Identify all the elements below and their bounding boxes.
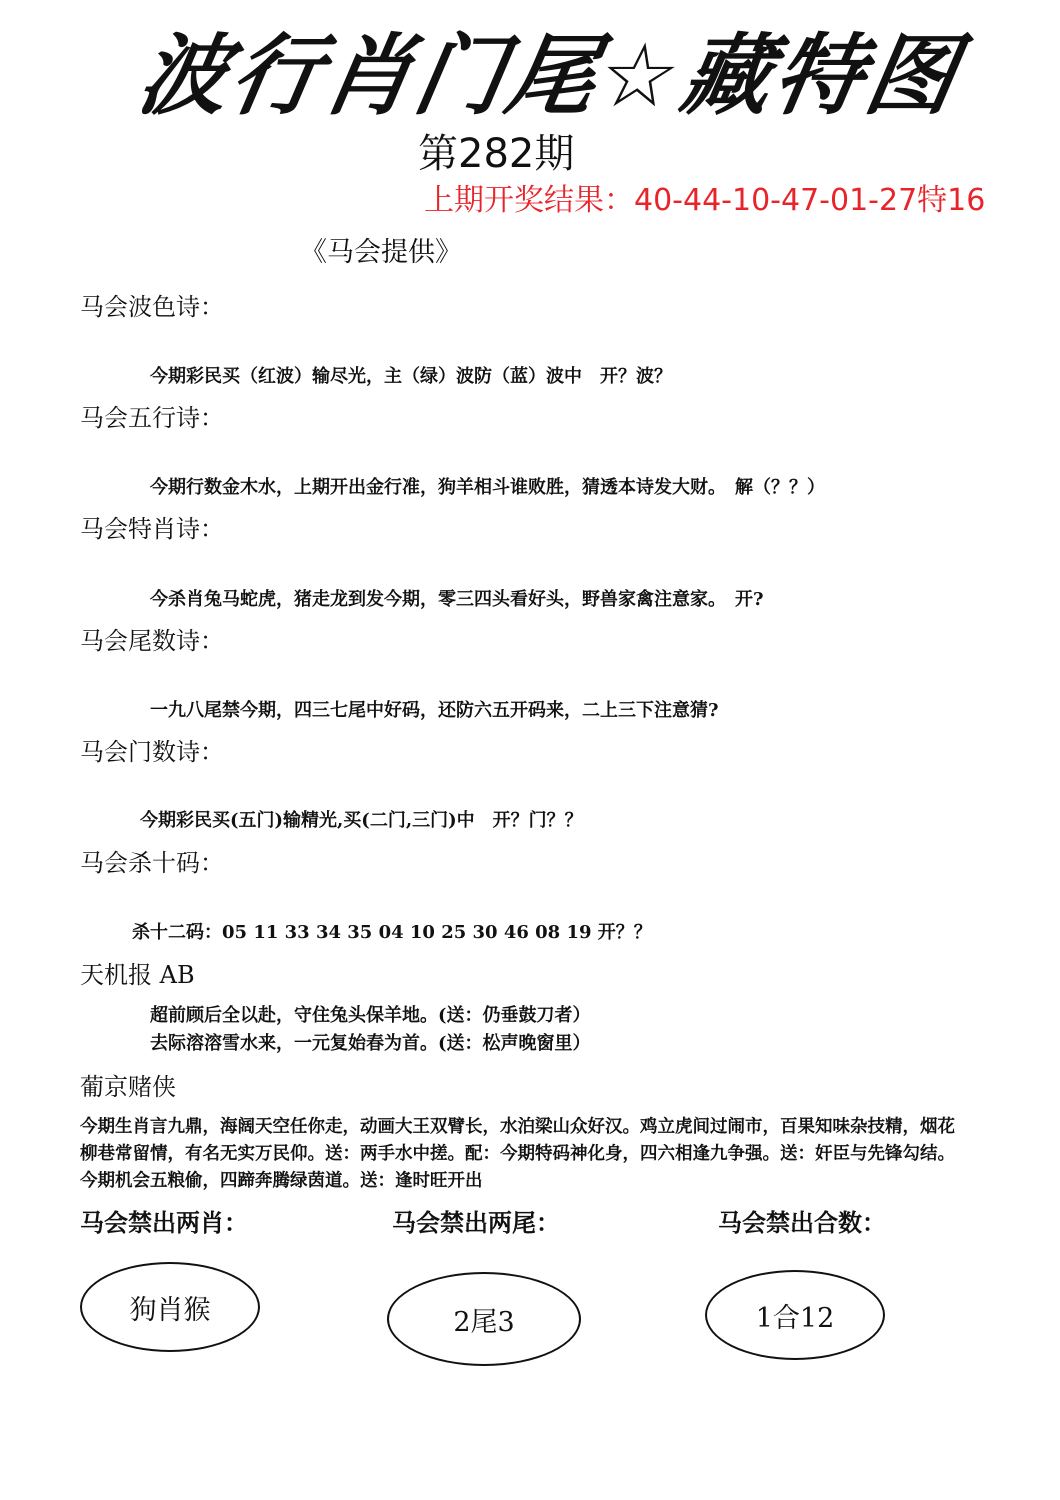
forbidden-value: 狗肖猴	[129, 1294, 211, 1326]
section-heading: 马会尾数诗：	[80, 627, 224, 655]
tianji-line: 去际溶溶雪水来，一元复始春为首。(送：松声晚窗里）	[150, 1033, 591, 1054]
last-result: 上期开奖结果：40-44-10-47-01-27特16	[424, 183, 986, 218]
forbidden-oval	[705, 1270, 885, 1360]
section-content: 今期行数金木水，上期开出金行准，狗羊相斗谁败胜，猜透本诗发大财。 解（？？）	[150, 477, 825, 498]
section-heading: 马会波色诗：	[80, 293, 224, 321]
forbidden-value: 2尾3	[453, 1306, 515, 1338]
issue-number: 第282期	[418, 131, 575, 177]
section-content: 今期彩民买（红波）输尽光，主（绿）波防（蓝）波中 开？波？	[150, 366, 672, 387]
xiaqin-heading: 葡京赌侠	[80, 1073, 176, 1101]
forbidden-oval	[387, 1272, 581, 1366]
section-content: 今期彩民买(五门)输精光,买(二门,三门)中 开？门？？	[140, 810, 583, 831]
forbidden-label: 马会禁出合数：	[718, 1208, 886, 1237]
section-heading: 马会门数诗：	[80, 738, 224, 766]
section-heading: 马会五行诗：	[80, 404, 224, 432]
section-content: 今杀肖兔马蛇虎，猪走龙到发今期，零三四头看好头，野兽家禽注意家。 开?	[150, 589, 764, 610]
tianji-heading: 天机报 AB	[80, 961, 195, 989]
section-heading: 马会杀十码：	[80, 849, 224, 877]
kill-numbers: 杀十二码：05 11 33 34 35 04 10 25 30 46 08 19 开？？	[132, 922, 652, 943]
forbidden-label: 马会禁出两肖：	[80, 1208, 248, 1237]
forbidden-oval	[80, 1262, 260, 1352]
forbidden-value: 1合12	[755, 1302, 835, 1334]
forbidden-label: 马会禁出两尾：	[392, 1208, 560, 1237]
provider-label: 《马会提供》	[300, 237, 462, 268]
tianji-line: 超前顾后全以赴，守住兔头保羊地。(送：仍垂鼓刀者）	[150, 1005, 591, 1026]
xiaqin-paragraph: 今期生肖言九鼎，海阔天空任你走，动画大王双臂长，水泊梁山众好汉。鸡立虎间过闹市，百果知味杂技精，烟花柳巷常留情，有名无实万民仰。送：两手水中搓。配：今期特码神化身，四六相逢九争强。送：奸臣与先锋勾结。今期机会五粮偷，四蹄奔腾绿茵道。送：逢时旺开出	[80, 1117, 955, 1191]
page-title: 波行肖门尾☆藏特图	[131, 24, 969, 127]
section-content: 一九八尾禁今期，四三七尾中好码，还防六五开码来，二上三下注意猜?	[150, 700, 719, 721]
section-heading: 马会特肖诗：	[80, 515, 224, 543]
